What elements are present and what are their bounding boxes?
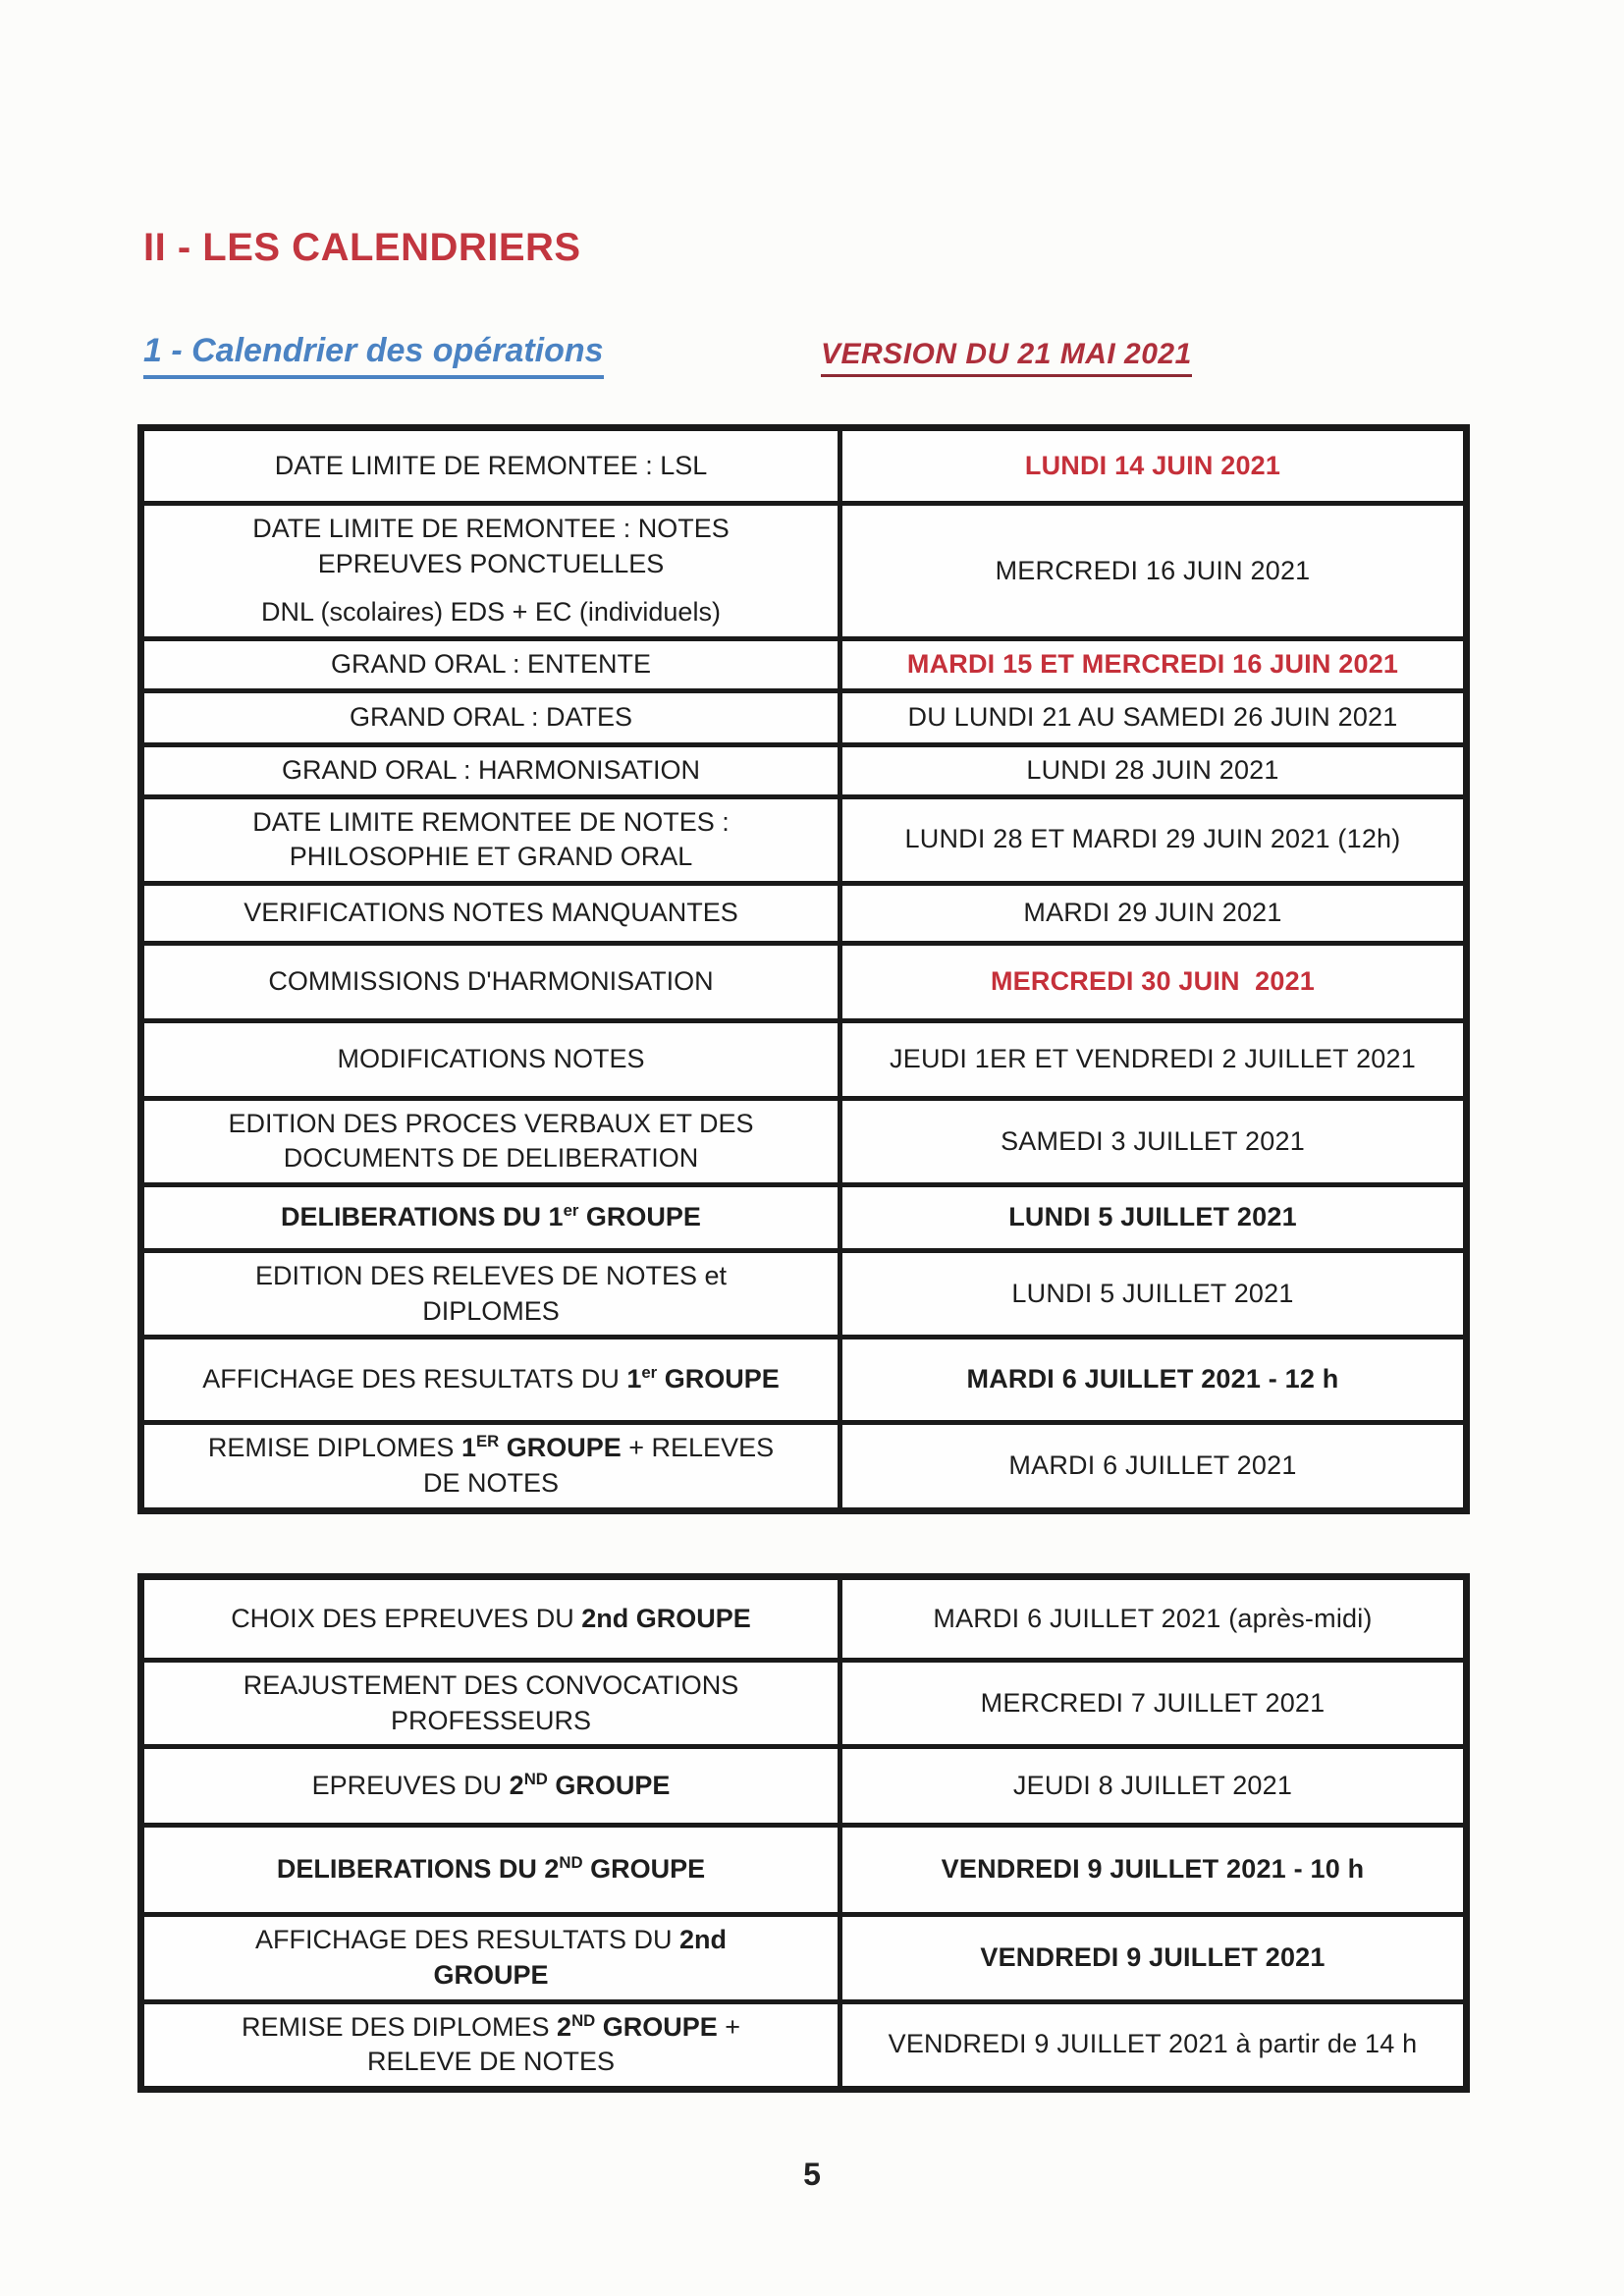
calendar-table-second-group: [137, 1573, 1470, 2093]
operation-label-cell: DATE LIMITE DE REMONTEE : LSL: [141, 428, 840, 504]
operation-label-cell: GRAND ORAL : ENTENTE: [141, 638, 840, 690]
table-row: [141, 504, 1467, 639]
subsection-title: 1 - Calendrier des opérations: [143, 332, 604, 379]
date-value-cell: LUNDI 14 JUIN 2021: [840, 428, 1467, 504]
table-row: [141, 1661, 1467, 1747]
date-value-cell: MERCREDI 16 JUIN 2021: [840, 504, 1467, 639]
table-row: [141, 1826, 1467, 1915]
date-value-cell: LUNDI 28 ET MARDI 29 JUIN 2021 (12h): [840, 796, 1467, 883]
date-value-cell: VENDREDI 9 JUILLET 2021 à partir de 14 h: [840, 2001, 1467, 2089]
operation-label-cell: EPREUVES DU 2ND GROUPE: [141, 1747, 840, 1826]
table-row: [141, 744, 1467, 796]
operation-label-cell: COMMISSIONS D'HARMONISATION: [141, 943, 840, 1020]
operation-label-cell: CHOIX DES EPREUVES DU 2nd GROUPE: [141, 1577, 840, 1661]
operation-label-cell: REMISE DIPLOMES 1ER GROUPE + RELEVES DE NOTES: [141, 1423, 840, 1510]
operation-label-cell: VERIFICATIONS NOTES MANQUANTES: [141, 883, 840, 943]
table-row: [141, 1915, 1467, 2001]
operation-label-cell: DELIBERATIONS DU 1er GROUPE: [141, 1185, 840, 1251]
table-row: [141, 1747, 1467, 1826]
table-row: [141, 1020, 1467, 1098]
date-value-cell: SAMEDI 3 JUILLET 2021: [840, 1098, 1467, 1184]
date-value-cell: VENDREDI 9 JUILLET 2021 - 10 h: [840, 1826, 1467, 1915]
table-row: [141, 1251, 1467, 1338]
operation-label-cell: GRAND ORAL : HARMONISATION: [141, 744, 840, 796]
operation-label-cell: AFFICHAGE DES RESULTATS DU 1er GROUPE: [141, 1338, 840, 1423]
operation-label-cell: DATE LIMITE REMONTEE DE NOTES : PHILOSOPHIE ET GRAND ORAL: [141, 796, 840, 883]
operation-label-cell: DELIBERATIONS DU 2ND GROUPE: [141, 1826, 840, 1915]
operation-label-cell: EDITION DES RELEVES DE NOTES et DIPLOMES: [141, 1251, 840, 1338]
page-number: 5: [803, 2157, 821, 2192]
table-row: [141, 1423, 1467, 1510]
table-row: [141, 796, 1467, 883]
date-value-cell: VENDREDI 9 JUILLET 2021: [840, 1915, 1467, 2001]
date-value-cell: MERCREDI 7 JUILLET 2021: [840, 1661, 1467, 1747]
table-row: [141, 943, 1467, 1020]
table-row: [141, 883, 1467, 943]
calendar-table-first-group: [137, 424, 1470, 1514]
table-row: [141, 638, 1467, 690]
operation-label-cell: DATE LIMITE DE REMONTEE : NOTES EPREUVES PONCTUELLES DNL (scolaires) EDS + EC (individuels): [141, 504, 840, 639]
table-row: [141, 2001, 1467, 2089]
table-row: [141, 1338, 1467, 1423]
operation-label-cell: REMISE DES DIPLOMES 2ND GROUPE + RELEVE DE NOTES: [141, 2001, 840, 2089]
table-row: [141, 428, 1467, 504]
date-value-cell: DU LUNDI 21 AU SAMEDI 26 JUIN 2021: [840, 690, 1467, 744]
date-value-cell: LUNDI 28 JUIN 2021: [840, 744, 1467, 796]
operation-label-cell: AFFICHAGE DES RESULTATS DU 2nd GROUPE: [141, 1915, 840, 2001]
date-value-cell: MARDI 15 ET MERCREDI 16 JUIN 2021: [840, 638, 1467, 690]
operation-label-cell: GRAND ORAL : DATES: [141, 690, 840, 744]
date-value-cell: LUNDI 5 JUILLET 2021: [840, 1251, 1467, 1338]
section-title: II - LES CALENDRIERS: [143, 226, 581, 269]
table-row: [141, 1185, 1467, 1251]
date-value-cell: JEUDI 8 JUILLET 2021: [840, 1747, 1467, 1826]
table-row: [141, 690, 1467, 744]
date-value-cell: MARDI 6 JUILLET 2021 (après-midi): [840, 1577, 1467, 1661]
date-value-cell: MARDI 29 JUIN 2021: [840, 883, 1467, 943]
date-value-cell: JEUDI 1ER ET VENDREDI 2 JUILLET 2021: [840, 1020, 1467, 1098]
version-label: VERSION DU 21 MAI 2021: [821, 338, 1192, 377]
date-value-cell: MERCREDI 30 JUIN 2021: [840, 943, 1467, 1020]
date-value-cell: LUNDI 5 JUILLET 2021: [840, 1185, 1467, 1251]
date-value-cell: MARDI 6 JUILLET 2021 - 12 h: [840, 1338, 1467, 1423]
table-row: [141, 1098, 1467, 1184]
table-row: [141, 1577, 1467, 1661]
operation-label-cell: EDITION DES PROCES VERBAUX ET DES DOCUMENTS DE DELIBERATION: [141, 1098, 840, 1184]
date-value-cell: MARDI 6 JUILLET 2021: [840, 1423, 1467, 1510]
operation-label-cell: MODIFICATIONS NOTES: [141, 1020, 840, 1098]
operation-label-cell: REAJUSTEMENT DES CONVOCATIONS PROFESSEURS: [141, 1661, 840, 1747]
